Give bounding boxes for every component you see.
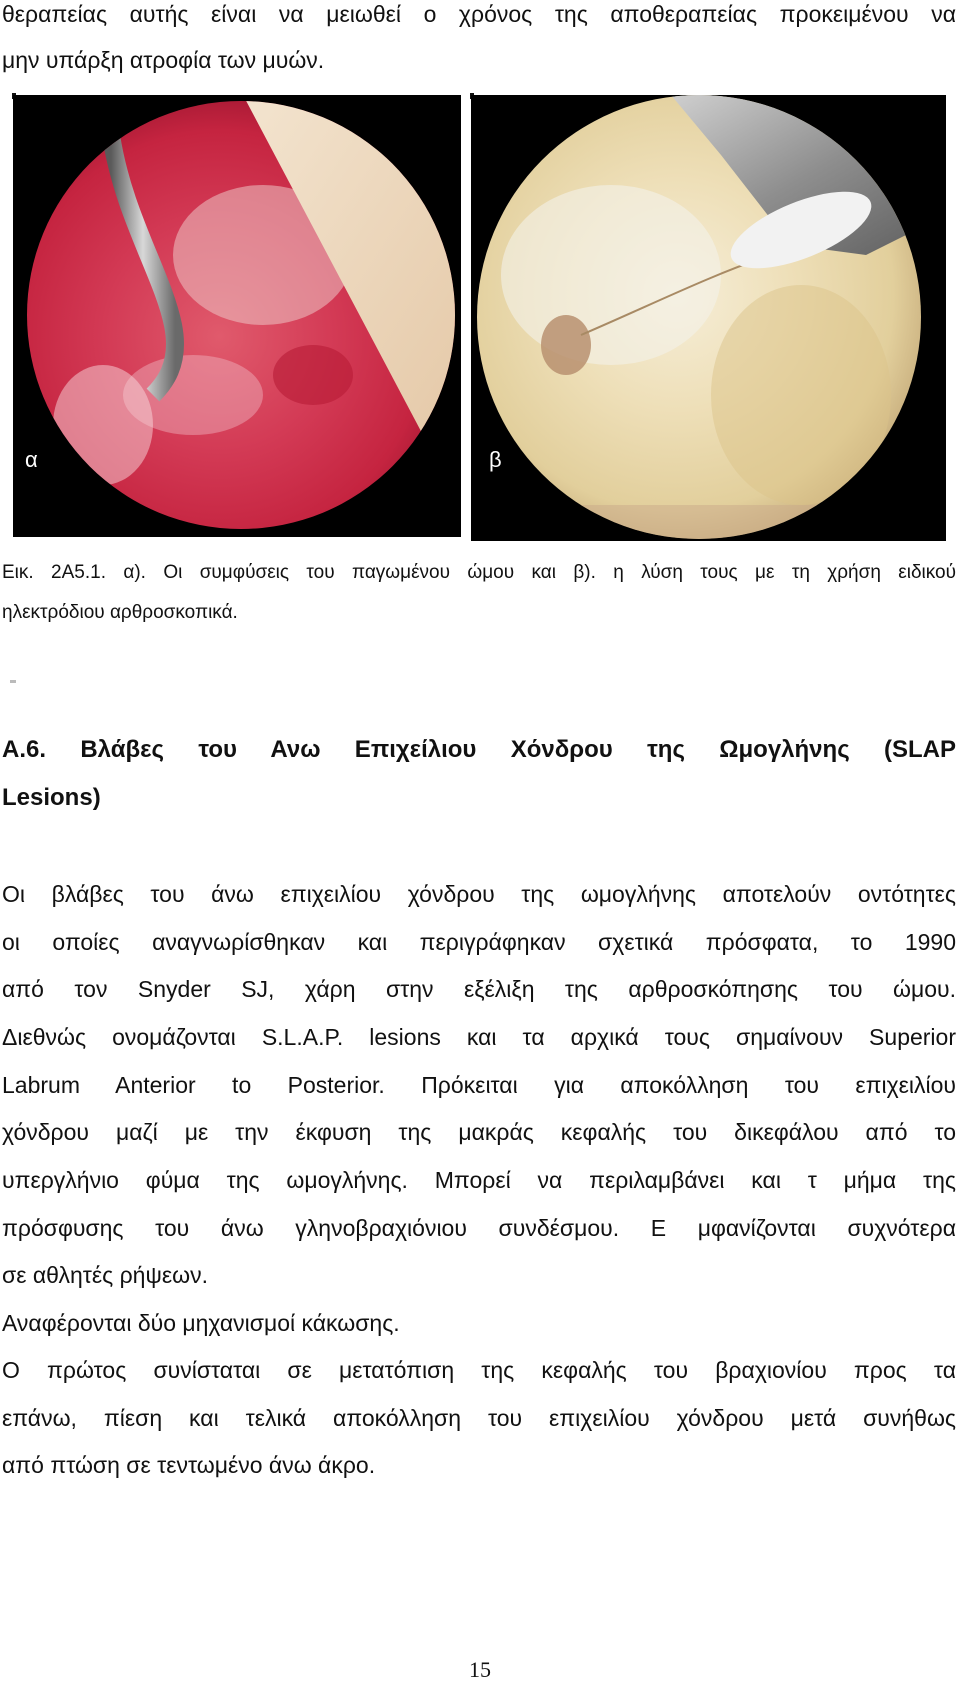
figure-caption-line: ηλεκτρόδιου αρθροσκοπικά. [2, 602, 238, 623]
arthroscopy-image-right [471, 95, 946, 541]
paragraph-line: σε αθλητές ρήψεων. [2, 1262, 208, 1288]
figure-label-beta: β [489, 447, 502, 472]
paragraph-line: από τον Snyder SJ, χάρη στην εξέλιξη της αρθροσκόπησης του ώμου. [2, 976, 956, 1002]
section-heading: Α.6. Βλάβες του Ανω Επιχείλιου Χόνδρου της Ωμογλήνης (SLAP [2, 736, 956, 763]
paragraph-line: υπεργλήνιο φύμα της ωμογλήνης. Μπορεί να περιλαμβάνει και τ μήμα της [2, 1167, 956, 1193]
paragraph-line: πρόσφυσης του άνω γληνοβραχιόνιου συνδέσμου. Ε μφανίζονται συχνότερα [2, 1215, 956, 1241]
arthroscopy-image-left [13, 95, 461, 537]
section-heading-continued: Lesions) [2, 784, 101, 811]
paragraph-line: χόνδρου μαζί με την έκφυση της μακράς κεφαλής του δικεφάλου από το [2, 1119, 956, 1145]
body-text-line: θεραπείας αυτής είναι να μειωθεί ο χρόνος της αποθεραπείας προκειμένου να [2, 1, 956, 27]
paragraph-line: επάνω, πίεση και τελικά αποκόλληση του επιχειλίου χόνδρου μετά συνήθως [2, 1405, 956, 1431]
paragraph-line: από πτώση σε τεντωμένο άνω άκρο. [2, 1452, 376, 1478]
paragraph-line: Ο πρώτος συνίσταται σε μετατόπιση της κεφαλής του βραχιονίου προς τα [2, 1357, 956, 1383]
paragraph-line: Οι βλάβες του άνω επιχειλίου χόνδρου της ωμογλήνης αποτελούν οντότητες [2, 881, 956, 907]
paragraph-line: Αναφέρονται δύο μηχανισμοί κάκωσης. [2, 1310, 400, 1336]
paragraph-line: Διεθνώς ονομάζονται S.L.A.P. lesions και τα αρχικά τους σημαίνουν Superior [2, 1024, 956, 1050]
stray-mark [10, 680, 16, 683]
figure-label-alpha: α [25, 447, 38, 472]
paragraph-line: οι οποίες αναγνωρίσθηκαν και περιγράφηκαν σχετικά πρόσφατα, το 1990 [2, 929, 956, 955]
paragraph-line: Labrum Anterior to Posterior. Πρόκειται για αποκόλληση του επιχειλίου [2, 1072, 956, 1098]
body-text-line: μην υπάρξη ατροφία των μυών. [2, 47, 325, 73]
page-number: 15 [469, 1657, 491, 1682]
figure-caption-line: Εικ. 2Α5.1. α). Οι συμφύσεις του παγωμένου ώμου και β). η λύση τους με τη χρήση ειδικού [2, 562, 956, 583]
